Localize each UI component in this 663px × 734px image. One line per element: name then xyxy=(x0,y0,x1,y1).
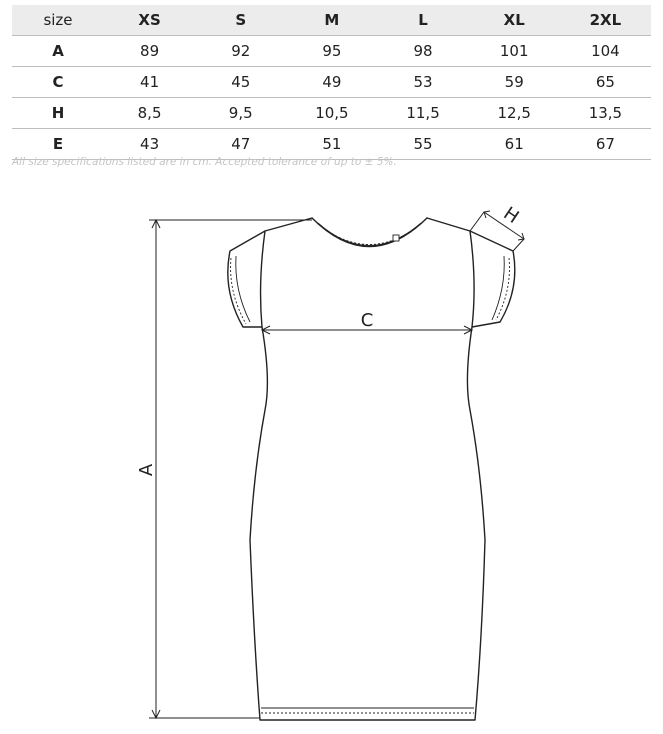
table-cell: 101 xyxy=(469,36,560,67)
table-cell: 41 xyxy=(104,67,195,98)
table-cell: 95 xyxy=(286,36,377,67)
size-header: XS xyxy=(104,5,195,36)
row-label: H xyxy=(12,98,104,129)
dress-stitching xyxy=(231,223,510,713)
size-header: M xyxy=(286,5,377,36)
table-cell: 67 xyxy=(560,129,651,160)
dress-outline xyxy=(228,218,515,720)
table-cell: 92 xyxy=(195,36,286,67)
table-cell: 11,5 xyxy=(377,98,468,129)
dimension-a-label: A xyxy=(136,463,157,477)
row-label: E xyxy=(12,129,104,160)
table-cell: 47 xyxy=(195,129,286,160)
size-header: XL xyxy=(469,5,560,36)
tolerance-note: All size specifications listed are in cm. Accepted tolerance of up to ± 5%. xyxy=(12,156,397,168)
table-cell: 13,5 xyxy=(560,98,651,129)
table-cell: 104 xyxy=(560,36,651,67)
table-cell: 49 xyxy=(286,67,377,98)
size-header: L xyxy=(377,5,468,36)
table-cell: 53 xyxy=(377,67,468,98)
size-header: S xyxy=(195,5,286,36)
table-cell: 61 xyxy=(469,129,560,160)
table-cell: 12,5 xyxy=(469,98,560,129)
table-cell: 55 xyxy=(377,129,468,160)
row-label: A xyxy=(12,36,104,67)
table-corner-label: size xyxy=(12,5,104,36)
table-cell: 10,5 xyxy=(286,98,377,129)
neck-label-icon xyxy=(393,235,399,241)
table-cell: 9,5 xyxy=(195,98,286,129)
table-cell: 43 xyxy=(104,129,195,160)
size-header: 2XL xyxy=(560,5,651,36)
table-cell: 98 xyxy=(377,36,468,67)
dimension-h-label: H xyxy=(499,202,523,228)
table-cell: 89 xyxy=(104,36,195,67)
table-cell: 51 xyxy=(286,129,377,160)
table-cell: 8,5 xyxy=(104,98,195,129)
table-cell: 59 xyxy=(469,67,560,98)
table-cell: 45 xyxy=(195,67,286,98)
row-label: C xyxy=(12,67,104,98)
dimension-c-label: C xyxy=(360,310,374,331)
table-cell: 65 xyxy=(560,67,651,98)
